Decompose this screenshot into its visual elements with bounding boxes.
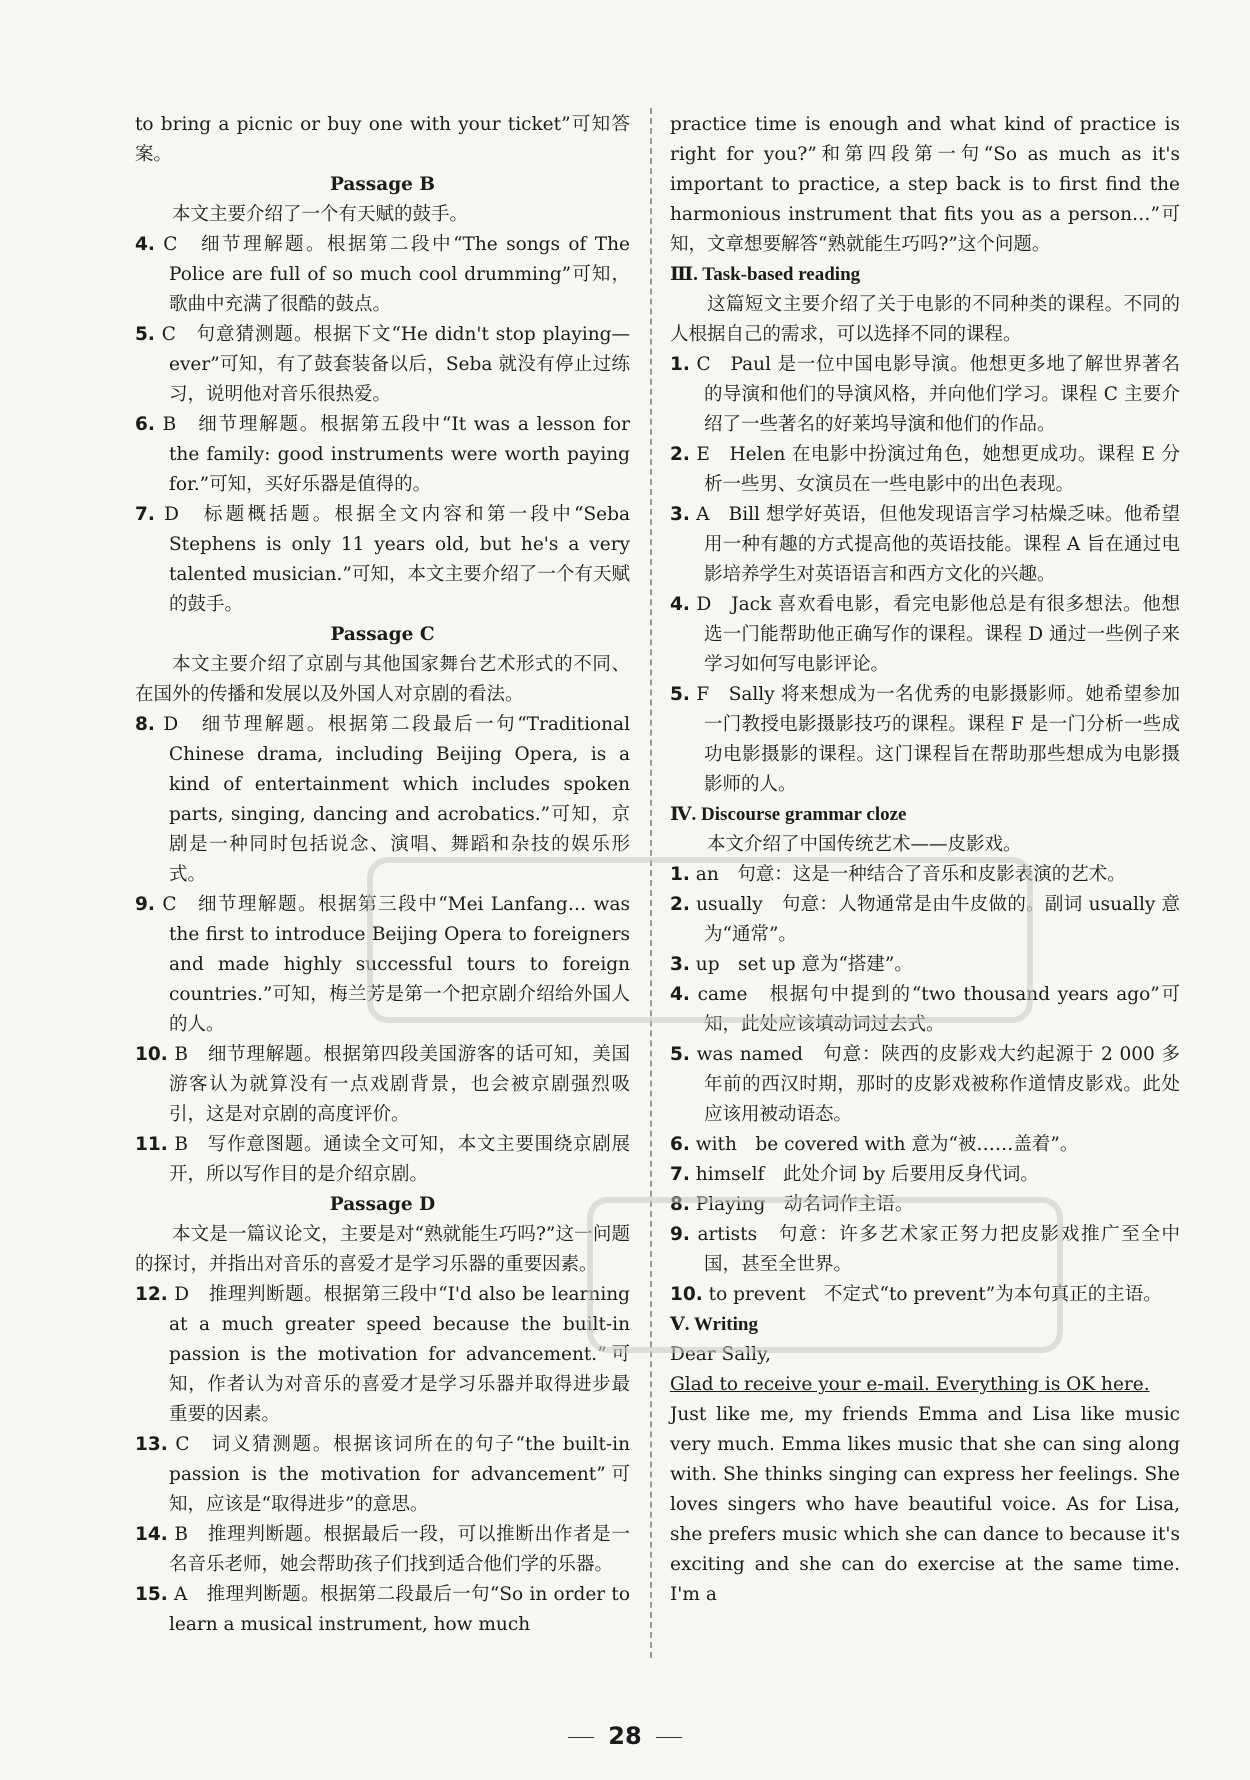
- answer-item: [670, 950, 1180, 980]
- item-explanation: A 推理判断题。根据第二段最后一句“So in order to learn a musical instrument, how much: [169, 1584, 630, 1635]
- answer-item: [135, 230, 630, 320]
- item-number: 5.: [670, 684, 690, 705]
- column-divider: [650, 108, 652, 1658]
- item-explanation: was named 句意：陕西的皮影戏大约起源于 2 000 多年前的西汉时期，那时的皮影戏被称作道情皮影戏。此处应该用被动语态。: [696, 1044, 1180, 1125]
- item-explanation: to prevent 不定式“to prevent”为本句真正的主语。: [708, 1284, 1162, 1305]
- summary-paragraph: 本文介绍了中国传统艺术——皮影戏。: [707, 834, 1022, 855]
- answer-item: [135, 320, 630, 410]
- answer-item: [670, 1160, 1180, 1190]
- item-number: 8.: [135, 714, 155, 735]
- item-number: 15.: [135, 1584, 168, 1605]
- answer-item: [670, 1220, 1180, 1280]
- section-heading: Ⅳ. Discourse grammar cloze: [670, 804, 907, 825]
- summary-paragraph: 这篇短文主要介绍了关于电影的不同种类的课程。不同的人根据自己的需求，可以选择不同的课程。: [670, 294, 1180, 345]
- answer-item: [135, 1430, 630, 1520]
- left-column: [135, 110, 630, 1640]
- item-number: 1.: [670, 354, 690, 375]
- answer-item: [670, 1190, 1180, 1220]
- item-number: 11.: [135, 1134, 168, 1155]
- item-number: 13.: [135, 1434, 168, 1455]
- item-number: 2.: [670, 444, 690, 465]
- item-explanation: an 句意：这是一种结合了音乐和皮影表演的艺术。: [695, 864, 1126, 885]
- answer-item: [670, 500, 1180, 590]
- item-explanation: D 标题概括题。根据全文内容和第一段中“Seba Stephens is only 11 years old, but he's a very talented musician.”可知，本文主要介绍了一个有天赋的鼓手。: [164, 504, 630, 615]
- item-explanation: B 写作意图题。通读全文可知，本文主要围绕京剧展开，所以写作目的是介绍京剧。: [169, 1134, 630, 1185]
- item-explanation: B 细节理解题。根据第四段美国游客的话可知，美国游客认为就算没有一点戏剧背景，也会被京剧强烈吸引，这是对京剧的高度评价。: [169, 1044, 630, 1125]
- section-heading: Ⅴ. Writing: [670, 1314, 758, 1335]
- passage-heading: Passage C: [330, 624, 435, 645]
- body-text: to bring a picnic or buy one with your ticket”可知答案。: [135, 114, 630, 165]
- item-explanation: came 根据句中提到的“two thousand years ago”可知，此处应该填动词过去式。: [697, 984, 1180, 1035]
- item-number: 4.: [670, 594, 690, 615]
- item-number: 2.: [670, 894, 690, 915]
- item-explanation: usually 句意：人物通常是由牛皮做的。副词 usually 意为“通常”。: [696, 894, 1180, 945]
- item-explanation: D 推理判断题。根据第三段中“I'd also be learning at a much greater speed because the built-in passion is the motivation for advancement.”可知，作者认为对音乐的喜爱才是学习乐器并取得进步最重要的因素。: [169, 1284, 630, 1425]
- item-explanation: himself 此处介词 by 后要用反身代词。: [695, 1164, 1039, 1185]
- answer-item: [670, 350, 1180, 440]
- item-number: 5.: [670, 1044, 690, 1065]
- answer-item: [670, 860, 1180, 890]
- item-explanation: B 推理判断题。根据最后一段，可以推断出作者是一名音乐老师，她会帮助孩子们找到适合他们学的乐器。: [169, 1524, 630, 1575]
- answer-item: [135, 1040, 630, 1130]
- item-explanation: E Helen 在电影中扮演过角色，她想更成功。课程 E 分析一些男、女演员在一些电影中的出色表现。: [696, 444, 1180, 495]
- summary-paragraph: 本文主要介绍了京剧与其他国家舞台艺术形式的不同、在国外的传播和发展以及外国人对京剧的看法。: [135, 654, 630, 705]
- item-number: 10.: [670, 1284, 703, 1305]
- right-column: [670, 110, 1180, 1610]
- item-explanation: C Paul 是一位中国电影导演。他想更多地了解世界著名的导演和他们的导演风格，并向他们学习。课程 C 主要介绍了一些著名的好莱坞导演和他们的作品。: [696, 354, 1180, 435]
- answer-item: [670, 980, 1180, 1040]
- item-explanation: C 细节理解题。根据第二段中“The songs of The Police are full of so much cool drumming”可知，歌曲中充满了很酷的鼓点。: [163, 234, 630, 315]
- item-explanation: D Jack 喜欢看电影，看完电影他总是有很多想法。他想选一门能帮助他正确写作的课程。课程 D 通过一些例子来学习如何写电影评论。: [696, 594, 1180, 675]
- answer-item: [670, 680, 1180, 800]
- item-explanation: Playing 动名词作主语。: [695, 1194, 914, 1215]
- summary-paragraph: 本文主要介绍了一个有天赋的鼓手。: [172, 204, 469, 225]
- answer-item: [135, 1280, 630, 1430]
- item-number: 6.: [135, 414, 155, 435]
- item-number: 3.: [670, 504, 690, 525]
- item-explanation: artists 句意：许多艺术家正努力把皮影戏推广至全中国，甚至全世界。: [697, 1224, 1180, 1275]
- item-explanation: D 细节理解题。根据第二段最后一句“Traditional Chinese drama, including Beijing Opera, is a kind of entertainment which includes spoken parts, singing, dancing and acrobatics.”可知，京剧是一种同时包括说念、演唱、舞蹈和杂技的娱乐形式。: [163, 714, 630, 885]
- answer-item: [670, 590, 1180, 680]
- answer-item: [135, 410, 630, 500]
- item-explanation: up set up 意为“搭建”。: [695, 954, 913, 975]
- item-explanation: C 句意猜测题。根据下文“He didn't stop playing—ever”可知，有了鼓套装备以后，Seba 就没有停止过练习，说明他对音乐很热爱。: [161, 324, 630, 405]
- item-explanation: F Sally 将来想成为一名优秀的电影摄影师。她希望参加一门教授电影摄影技巧的课程。课程 F 是一门分析一些成功电影摄影的课程。这门课程旨在帮助那些想成为电影摄影师的人。: [696, 684, 1180, 795]
- item-explanation: C 细节理解题。根据第三段中“Mei Lanfang… was the first to introduce Beijing Opera to foreigners and made highly successful tours to foreign countries.”可知，梅兰芳是第一个把京剧介绍给外国人的人。: [162, 894, 630, 1035]
- body-text: practice time is enough and what kind of practice is right for you?”和第四段第一句“So as much as it's important to practice, a step back is to first find the harmonious instrument that fits you as a person…”可知，文章想要解答“熟就能生巧吗?”这个问题。: [670, 114, 1180, 255]
- item-explanation: B 细节理解题。根据第五段中“It was a lesson for the family: good instruments were worth paying for.”可知，买好乐器是值得的。: [162, 414, 630, 495]
- item-number: 3.: [670, 954, 690, 975]
- item-number: 9.: [670, 1224, 690, 1245]
- section-heading: Ⅲ. Task-based reading: [670, 264, 861, 285]
- passage-heading: Passage D: [329, 1194, 436, 1215]
- body-text: Dear Sally,: [670, 1344, 771, 1365]
- item-number: 7.: [135, 504, 155, 525]
- answer-item: [135, 500, 630, 620]
- answer-item: [670, 890, 1180, 950]
- answer-item: [135, 710, 630, 890]
- answer-item: [135, 1520, 630, 1580]
- answer-item: [135, 890, 630, 1040]
- summary-paragraph: 本文是一篇议论文，主要是对“熟就能生巧吗?”这一问题的探讨，并指出对音乐的喜爱才是学习乐器的重要因素。: [135, 1224, 630, 1275]
- page-number: 28: [0, 1722, 1250, 1750]
- item-number: 10.: [135, 1044, 168, 1065]
- item-explanation: with be covered with 意为“被……盖着”。: [695, 1134, 1079, 1155]
- item-explanation: A Bill 想学好英语，但他发现语言学习枯燥乏味。他希望用一种有趣的方式提高他的英语技能。课程 A 旨在通过电影培养学生对英语语言和西方文化的兴趣。: [696, 504, 1180, 585]
- answer-item: [670, 1130, 1180, 1160]
- item-number: 4.: [670, 984, 690, 1005]
- item-number: 7.: [670, 1164, 690, 1185]
- item-number: 12.: [135, 1284, 168, 1305]
- item-number: 8.: [670, 1194, 690, 1215]
- answer-item: [135, 1580, 630, 1640]
- passage-heading: Passage B: [329, 174, 435, 195]
- answer-item: [670, 1040, 1180, 1130]
- item-number: 5.: [135, 324, 155, 345]
- item-explanation: C 词义猜测题。根据该词所在的句子“the built-in passion is the motivation for advancement”可知，应该是“取得进步”的意思。: [169, 1434, 630, 1515]
- answer-item: [670, 440, 1180, 500]
- writing-sentence-underlined: Glad to receive your e-mail. Everything is OK here.: [670, 1374, 1150, 1395]
- answer-item: [670, 1280, 1180, 1310]
- item-number: 1.: [670, 864, 690, 885]
- answer-item: [135, 1130, 630, 1190]
- body-text: Just like me, my friends Emma and Lisa like music very much. Emma likes music that she can sing along with. She thinks singing can express her feelings. She loves singers who have beautiful voice. As for Lisa, she prefers music which she can dance to because it's exciting and she can do exercise at the same time. I'm a: [670, 1404, 1180, 1605]
- item-number: 9.: [135, 894, 155, 915]
- item-number: 4.: [135, 234, 155, 255]
- item-number: 14.: [135, 1524, 168, 1545]
- item-number: 6.: [670, 1134, 690, 1155]
